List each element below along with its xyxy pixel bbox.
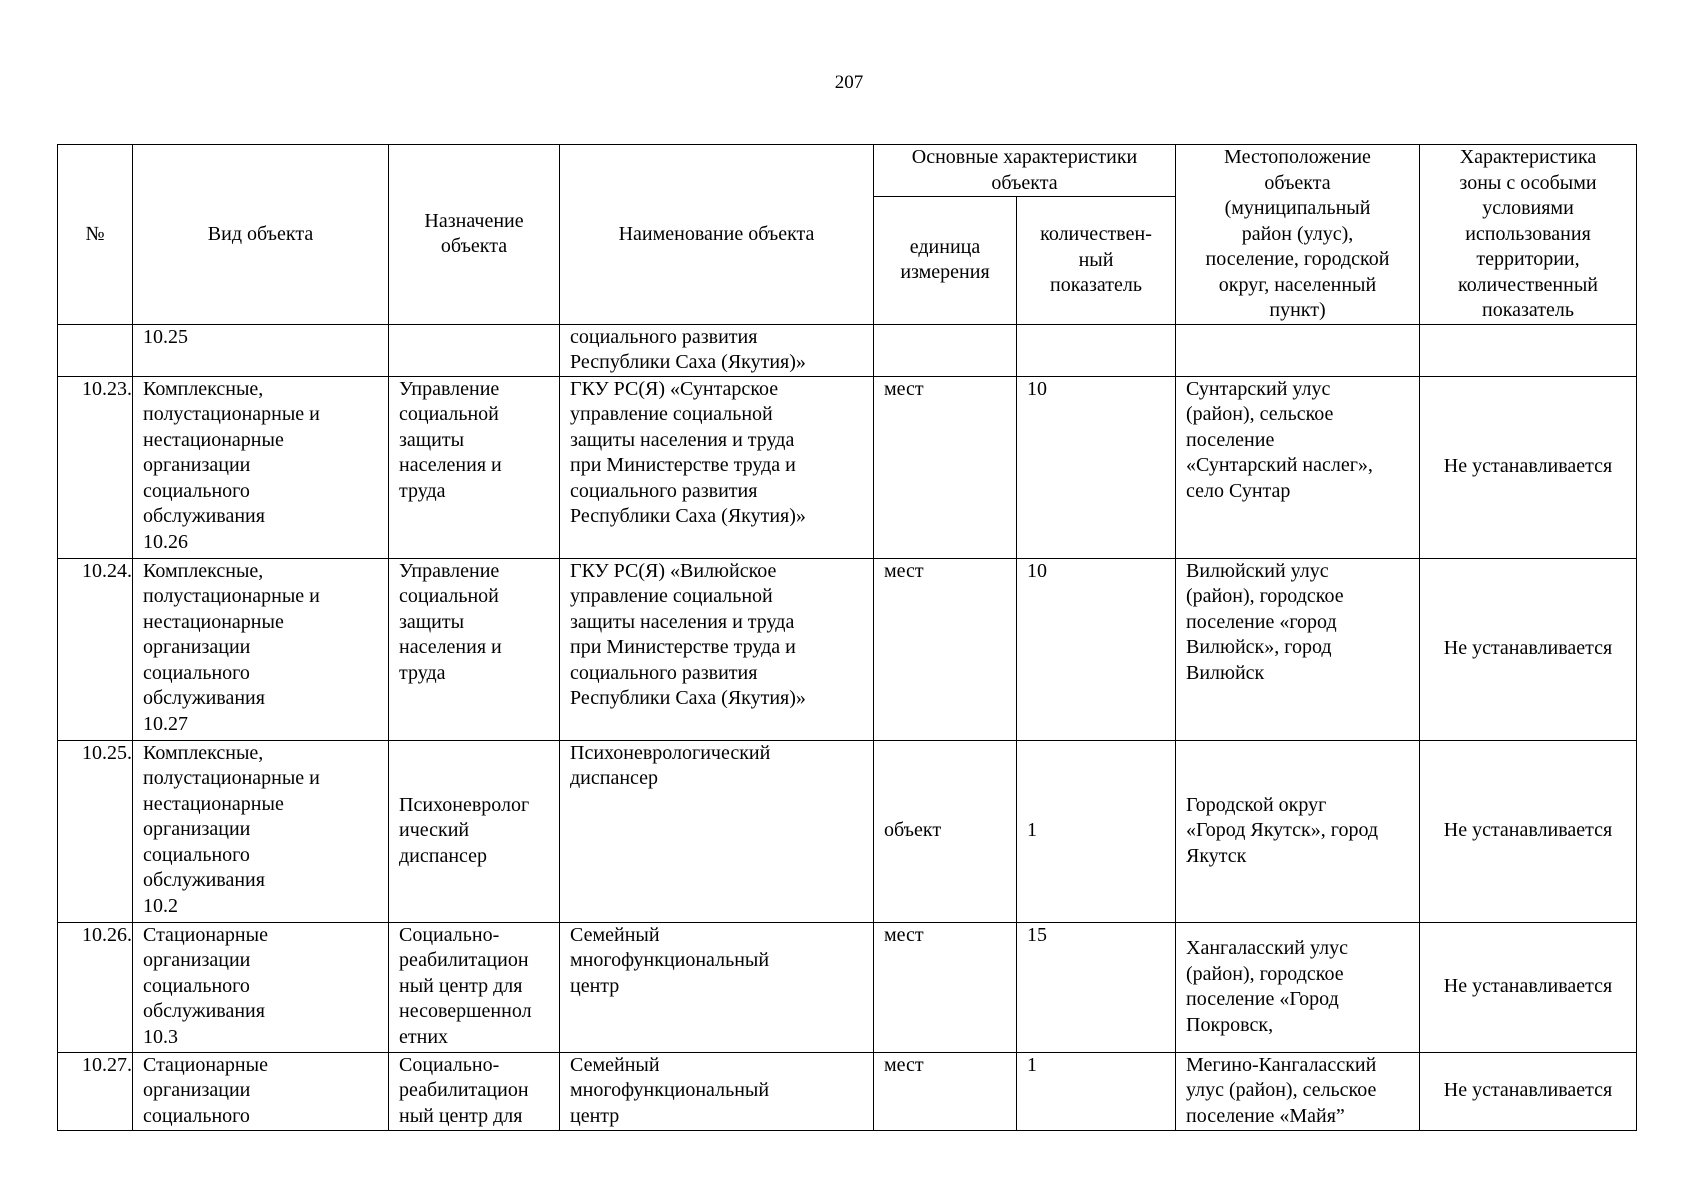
- cell-zone: Не устанавливается: [1420, 922, 1637, 1052]
- cell-num: 10.23.: [58, 376, 133, 558]
- cell-qty: 10: [1017, 558, 1176, 740]
- cell-location: Мегино-Кангаласский улус (район), сельское поселение «Майя”: [1176, 1052, 1420, 1130]
- table-row: [58, 1052, 1637, 1130]
- cell-zone: Не устанавливается: [1420, 376, 1637, 558]
- table-row: [58, 324, 1637, 376]
- cell-name: Психоневрологический диспансер: [560, 740, 874, 922]
- cell-unit: объект: [874, 740, 1017, 922]
- cell-location: [1176, 324, 1420, 376]
- cell-name: ГКУ РС(Я) «Вилюйское управление социальной защиты населения и труда при Министерстве труда и социального развития Республики Саха (Якутия)»: [560, 558, 874, 740]
- cell-kind: Комплексные, полустационарные и нестационарные организации социального обслуживания 10.26: [133, 376, 389, 558]
- cell-qty: 1: [1017, 1052, 1176, 1130]
- cell-location: Хангаласский улус (район), городское поселение «Город Покровск,: [1176, 922, 1420, 1052]
- header-purpose: Назначение объекта: [389, 145, 560, 325]
- cell-name: Семейный многофункциональный центр: [560, 1052, 874, 1130]
- header-qty: количествен- ный показатель: [1017, 197, 1176, 324]
- table-row: [58, 740, 1637, 922]
- cell-kind: Стационарные организации социального: [133, 1052, 389, 1130]
- page-number: 207: [834, 72, 864, 93]
- cell-name: Семейный многофункциональный центр: [560, 922, 874, 1052]
- cell-zone: [1420, 324, 1637, 376]
- cell-unit: мест: [874, 1052, 1017, 1130]
- cell-kind: 10.25: [133, 324, 389, 376]
- cell-zone: Не устанавливается: [1420, 558, 1637, 740]
- header-unit: единица измерения: [874, 197, 1017, 324]
- cell-kind: Комплексные, полустационарные и нестационарные организации социального обслуживания 10.27: [133, 558, 389, 740]
- cell-num: 10.25.: [58, 740, 133, 922]
- cell-num: 10.24.: [58, 558, 133, 740]
- header-location: Местоположение объекта (муниципальный район (улус), поселение, городской округ, населенный пункт): [1176, 145, 1420, 325]
- cell-purpose: Социально- реабилитацион ный центр для несовершеннол етних: [389, 922, 560, 1052]
- cell-qty: 10: [1017, 376, 1176, 558]
- cell-qty: 15: [1017, 922, 1176, 1052]
- header-num: №: [58, 145, 133, 325]
- cell-unit: мест: [874, 376, 1017, 558]
- cell-kind: Комплексные, полустационарные и нестационарные организации социального обслуживания 10.2: [133, 740, 389, 922]
- cell-kind: Стационарные организации социального обслуживания 10.3: [133, 922, 389, 1052]
- cell-zone: Не устанавливается: [1420, 1052, 1637, 1130]
- table-row: [58, 922, 1637, 1052]
- cell-purpose: Социально- реабилитацион ный центр для: [389, 1052, 560, 1130]
- cell-num: [58, 324, 133, 376]
- table-row: [58, 558, 1637, 740]
- header-kind: Вид объекта: [133, 145, 389, 325]
- cell-zone: Не устанавливается: [1420, 740, 1637, 922]
- table-header: [58, 145, 1637, 325]
- cell-name: ГКУ РС(Я) «Сунтарское управление социальной защиты населения и труда при Министерстве труда и социального развития Республики Саха (Якутия)»: [560, 376, 874, 558]
- cell-unit: мест: [874, 558, 1017, 740]
- header-name: Наименование объекта: [560, 145, 874, 325]
- objects-table: [57, 144, 1637, 1131]
- table-row: [58, 376, 1637, 558]
- header-zone: Характеристика зоны с особыми условиями использования территории, количественный показатель: [1420, 145, 1637, 325]
- cell-purpose: Управление социальной защиты населения и труда: [389, 558, 560, 740]
- cell-location: Сунтарский улус (район), сельское поселение «Сунтарский наслег», село Сунтар: [1176, 376, 1420, 558]
- cell-qty: [1017, 324, 1176, 376]
- cell-purpose: Управление социальной защиты населения и труда: [389, 376, 560, 558]
- cell-unit: мест: [874, 922, 1017, 1052]
- header-main-characteristics: Основные характеристики объекта: [874, 145, 1176, 197]
- cell-num: 10.27.: [58, 1052, 133, 1130]
- cell-num: 10.26.: [58, 922, 133, 1052]
- cell-purpose: Психоневролог ический диспансер: [389, 740, 560, 922]
- cell-location: Вилюйский улус (район), городское поселение «город Вилюйск», город Вилюйск: [1176, 558, 1420, 740]
- cell-location: Городской округ «Город Якутск», город Якутск: [1176, 740, 1420, 922]
- cell-qty: 1: [1017, 740, 1176, 922]
- cell-unit: [874, 324, 1017, 376]
- cell-purpose: [389, 324, 560, 376]
- cell-name: социального развития Республики Саха (Якутия)»: [560, 324, 874, 376]
